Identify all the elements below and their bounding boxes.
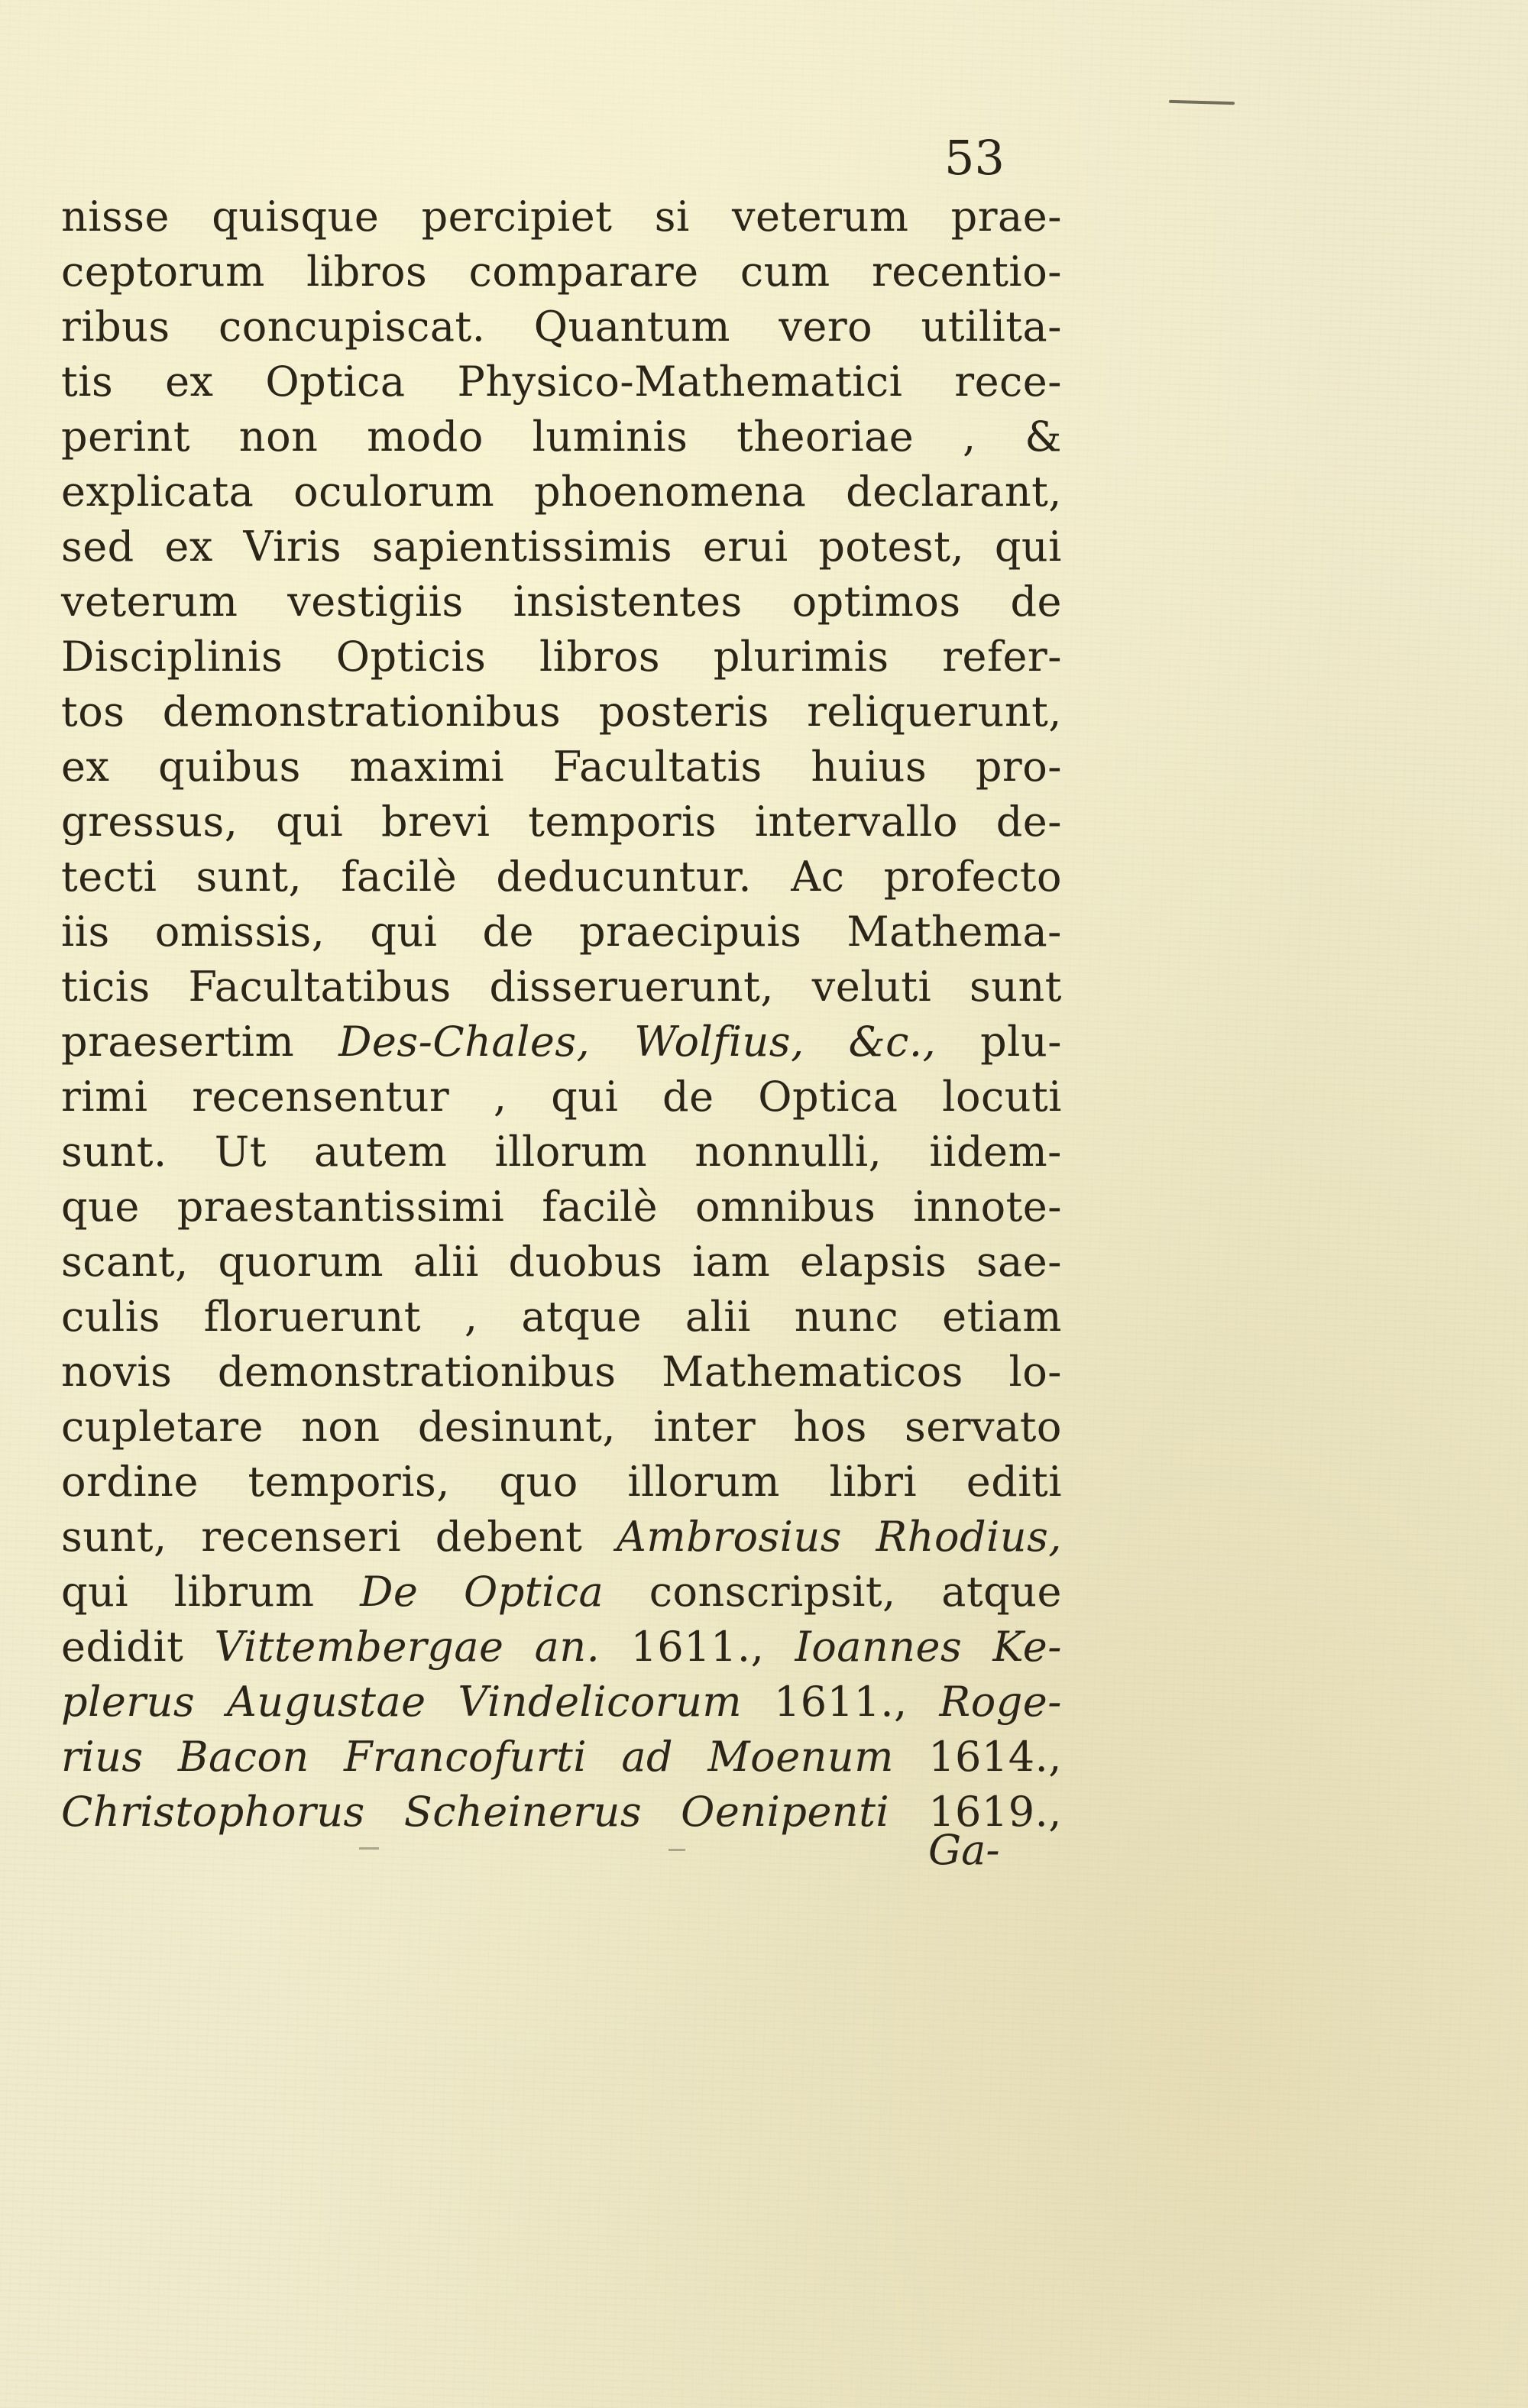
word: Wolfius, — [634, 1018, 804, 1066]
word: sapientissimis — [371, 523, 673, 571]
text-line — [61, 1675, 1062, 1730]
word: iam — [692, 1238, 771, 1286]
word: duobus — [508, 1238, 663, 1286]
word: Moenum — [707, 1733, 894, 1781]
word: & — [1025, 413, 1062, 461]
word: sae- — [976, 1238, 1062, 1286]
word: rece- — [954, 358, 1062, 406]
catchword: Ga- — [928, 1826, 1000, 1874]
word: autem — [314, 1128, 448, 1176]
word: illorum — [627, 1458, 780, 1506]
word: non — [301, 1403, 380, 1451]
word: debent — [435, 1513, 583, 1561]
word: iidem- — [929, 1128, 1062, 1176]
word: elapsis — [800, 1238, 947, 1286]
word: si — [654, 193, 690, 241]
word: culis — [61, 1293, 160, 1341]
word: Bacon — [177, 1733, 309, 1781]
word: utilita- — [921, 303, 1062, 351]
word: erui — [702, 523, 788, 571]
word: plerus — [61, 1678, 196, 1726]
word: Opticis — [335, 633, 487, 681]
word: sunt, — [196, 853, 303, 901]
word: lo- — [1008, 1348, 1062, 1396]
word: percipiet — [421, 193, 613, 241]
word: veterum — [731, 193, 909, 241]
word: Ioannes — [795, 1623, 963, 1671]
word: Vindelicorum — [458, 1678, 743, 1726]
word: facilè — [542, 1183, 659, 1231]
word: explicata — [61, 468, 254, 516]
word: illorum — [494, 1128, 648, 1176]
text-line — [61, 850, 1062, 905]
word: praecipuis — [578, 908, 802, 956]
word: Optica — [463, 1568, 604, 1616]
word: nonnulli, — [694, 1128, 882, 1176]
word: veluti — [811, 963, 932, 1011]
word: Francofurti — [344, 1733, 588, 1781]
word: modo — [367, 413, 484, 461]
word: reliquerunt, — [807, 688, 1062, 736]
word: gressus, — [61, 798, 238, 846]
text-line — [61, 1510, 1062, 1565]
word: Ke- — [992, 1623, 1062, 1671]
word: 1614., — [928, 1733, 1062, 1781]
word: Optica — [265, 358, 406, 406]
word: , — [493, 1073, 507, 1121]
word: &c., — [848, 1018, 937, 1066]
word: Christophorus — [61, 1788, 365, 1836]
word: etiam — [942, 1293, 1062, 1341]
word: Mathematicos — [662, 1348, 963, 1396]
page-number: 53 — [944, 130, 1005, 186]
word: temporis, — [248, 1458, 450, 1506]
word: qui — [551, 1073, 619, 1121]
text-line — [61, 740, 1062, 795]
word: innote- — [913, 1183, 1062, 1231]
stray-ink-mark — [1169, 100, 1235, 105]
word: tis — [61, 358, 114, 406]
word: sed — [61, 523, 134, 571]
word: plurimis — [713, 633, 889, 681]
word: tos — [61, 688, 125, 736]
word: phoenomena — [534, 468, 807, 516]
word: qui — [276, 798, 344, 846]
text-line — [61, 354, 1062, 409]
word: Vittembergae — [214, 1623, 504, 1671]
word: quibus — [158, 743, 301, 791]
word: que — [61, 1183, 140, 1231]
word: locuti — [942, 1073, 1062, 1121]
word: sunt. — [61, 1128, 167, 1176]
word: ordine — [61, 1458, 199, 1506]
word: Disciplinis — [61, 633, 283, 681]
word: luminis — [532, 413, 688, 461]
word: sunt, — [61, 1513, 167, 1561]
word: novis — [61, 1348, 173, 1396]
word: libros — [306, 248, 428, 296]
word: disseruerunt, — [489, 963, 774, 1011]
word: insistentes — [513, 578, 743, 626]
word: inter — [653, 1403, 756, 1451]
word: qui — [370, 908, 438, 956]
word: nisse — [61, 193, 170, 241]
text-line — [61, 1455, 1062, 1510]
word: cupletare — [61, 1403, 264, 1451]
word: , — [962, 413, 976, 461]
word: cum — [740, 248, 830, 296]
word: optimos — [792, 578, 961, 626]
word: Des-Chales, — [338, 1018, 591, 1066]
text-line — [61, 905, 1062, 960]
text-line — [61, 1290, 1062, 1345]
word: de- — [995, 798, 1062, 846]
word: quo — [499, 1458, 578, 1506]
word: servato — [905, 1403, 1062, 1451]
word: facilè — [341, 853, 458, 901]
word: conscripsit, — [649, 1568, 896, 1616]
word: huius — [811, 743, 927, 791]
word: perint — [61, 413, 191, 461]
word: Scheinerus — [403, 1788, 643, 1836]
text-line — [61, 1345, 1062, 1400]
word: brevi — [380, 798, 490, 846]
word: quorum — [218, 1238, 384, 1286]
word: nunc — [794, 1293, 899, 1341]
text-line — [61, 1785, 1062, 1840]
printer-dash-mark — [359, 1847, 379, 1850]
word: Mathema- — [847, 908, 1062, 956]
word: theoriae — [736, 413, 915, 461]
text-line — [61, 1070, 1062, 1125]
text-line — [61, 1235, 1062, 1290]
word: ceptorum — [61, 248, 265, 296]
word: Ac — [791, 853, 845, 901]
word: Viris — [243, 523, 342, 571]
word: recenseri — [201, 1513, 402, 1561]
word: pro- — [975, 743, 1062, 791]
word: Ut — [214, 1128, 267, 1176]
word: oculorum — [293, 468, 495, 516]
word: declarant, — [846, 468, 1062, 516]
word: Quantum — [533, 303, 730, 351]
text-line — [61, 1565, 1062, 1620]
word: ticis — [61, 963, 151, 1011]
word: omnibus — [695, 1183, 876, 1231]
text-line — [61, 409, 1062, 464]
text-line — [61, 1125, 1062, 1180]
word: Augustae — [226, 1678, 426, 1726]
word: de — [482, 908, 534, 956]
word: tecti — [61, 853, 157, 901]
word: prae- — [950, 193, 1062, 241]
word: 1619., — [928, 1788, 1062, 1836]
word: de — [1010, 578, 1062, 626]
text-line — [61, 1015, 1062, 1070]
word: demonstrationibus — [217, 1348, 617, 1396]
word: atque — [941, 1568, 1062, 1616]
text-line — [61, 574, 1062, 630]
text-line — [61, 1400, 1062, 1455]
word: editi — [966, 1458, 1062, 1506]
word: qui — [61, 1568, 129, 1616]
word: refer- — [942, 633, 1062, 681]
text-line — [61, 299, 1062, 354]
word: non — [238, 413, 319, 461]
word: hos — [793, 1403, 867, 1451]
text-line — [61, 685, 1062, 740]
word: iis — [61, 908, 110, 956]
word: atque — [521, 1293, 643, 1341]
word: libri — [829, 1458, 918, 1506]
word: floruerunt — [203, 1293, 421, 1341]
word: de — [662, 1073, 714, 1121]
word: librum — [173, 1568, 315, 1616]
word: De — [360, 1568, 419, 1616]
text-line — [61, 1730, 1062, 1785]
word: libros — [539, 633, 661, 681]
word: recentio- — [871, 248, 1062, 296]
word: ribus — [61, 303, 170, 351]
word: plu- — [980, 1018, 1062, 1066]
word: omissis, — [154, 908, 325, 956]
text-line — [61, 1180, 1062, 1235]
word: Ambrosius — [616, 1513, 842, 1561]
text-line — [61, 960, 1062, 1015]
word: ex — [61, 743, 110, 791]
word: ex — [165, 358, 214, 406]
text-line — [61, 630, 1062, 685]
word: ad — [621, 1733, 674, 1781]
word: concupiscat. — [219, 303, 486, 351]
word: Optica — [758, 1073, 898, 1121]
word: 1611., — [773, 1678, 908, 1726]
text-line — [61, 519, 1062, 574]
printer-dash-mark — [668, 1849, 685, 1851]
word: Facultatibus — [188, 963, 452, 1011]
word: an. — [534, 1623, 601, 1671]
word: maximi — [349, 743, 505, 791]
word: Roge- — [939, 1678, 1062, 1726]
word: veterum — [61, 578, 238, 626]
word: desinunt, — [417, 1403, 617, 1451]
word: qui — [994, 523, 1062, 571]
word: scant, — [61, 1238, 189, 1286]
word: deducuntur. — [496, 853, 753, 901]
word: demonstrationibus — [162, 688, 562, 736]
word: Rhodius, — [876, 1513, 1062, 1561]
word: praesertim — [61, 1018, 295, 1066]
word: posteris — [598, 688, 769, 736]
word: alii — [685, 1293, 751, 1341]
text-line — [61, 244, 1062, 299]
word: vero — [779, 303, 873, 351]
text-line — [61, 1620, 1062, 1675]
word: profecto — [883, 853, 1062, 901]
word: comparare — [468, 248, 699, 296]
word: sunt — [969, 963, 1062, 1011]
text-line — [61, 189, 1062, 244]
word: 1611., — [630, 1623, 765, 1671]
body-text — [61, 189, 1062, 1840]
word: rimi — [61, 1073, 148, 1121]
word: potest, — [818, 523, 965, 571]
word: recensentur — [192, 1073, 450, 1121]
word: quisque — [212, 193, 380, 241]
word: rius — [61, 1733, 144, 1781]
word: praestantissimi — [176, 1183, 505, 1231]
word: alii — [413, 1238, 479, 1286]
word: Oenipenti — [681, 1788, 890, 1836]
word: Physico-Mathematici — [457, 358, 903, 406]
word: temporis — [528, 798, 717, 846]
word: Facultatis — [552, 743, 762, 791]
word: ex — [164, 523, 213, 571]
word: , — [464, 1293, 478, 1341]
word: edidit — [61, 1623, 184, 1671]
word: vestigiis — [287, 578, 464, 626]
text-line — [61, 464, 1062, 519]
word: intervallo — [754, 798, 959, 846]
text-line — [61, 795, 1062, 850]
